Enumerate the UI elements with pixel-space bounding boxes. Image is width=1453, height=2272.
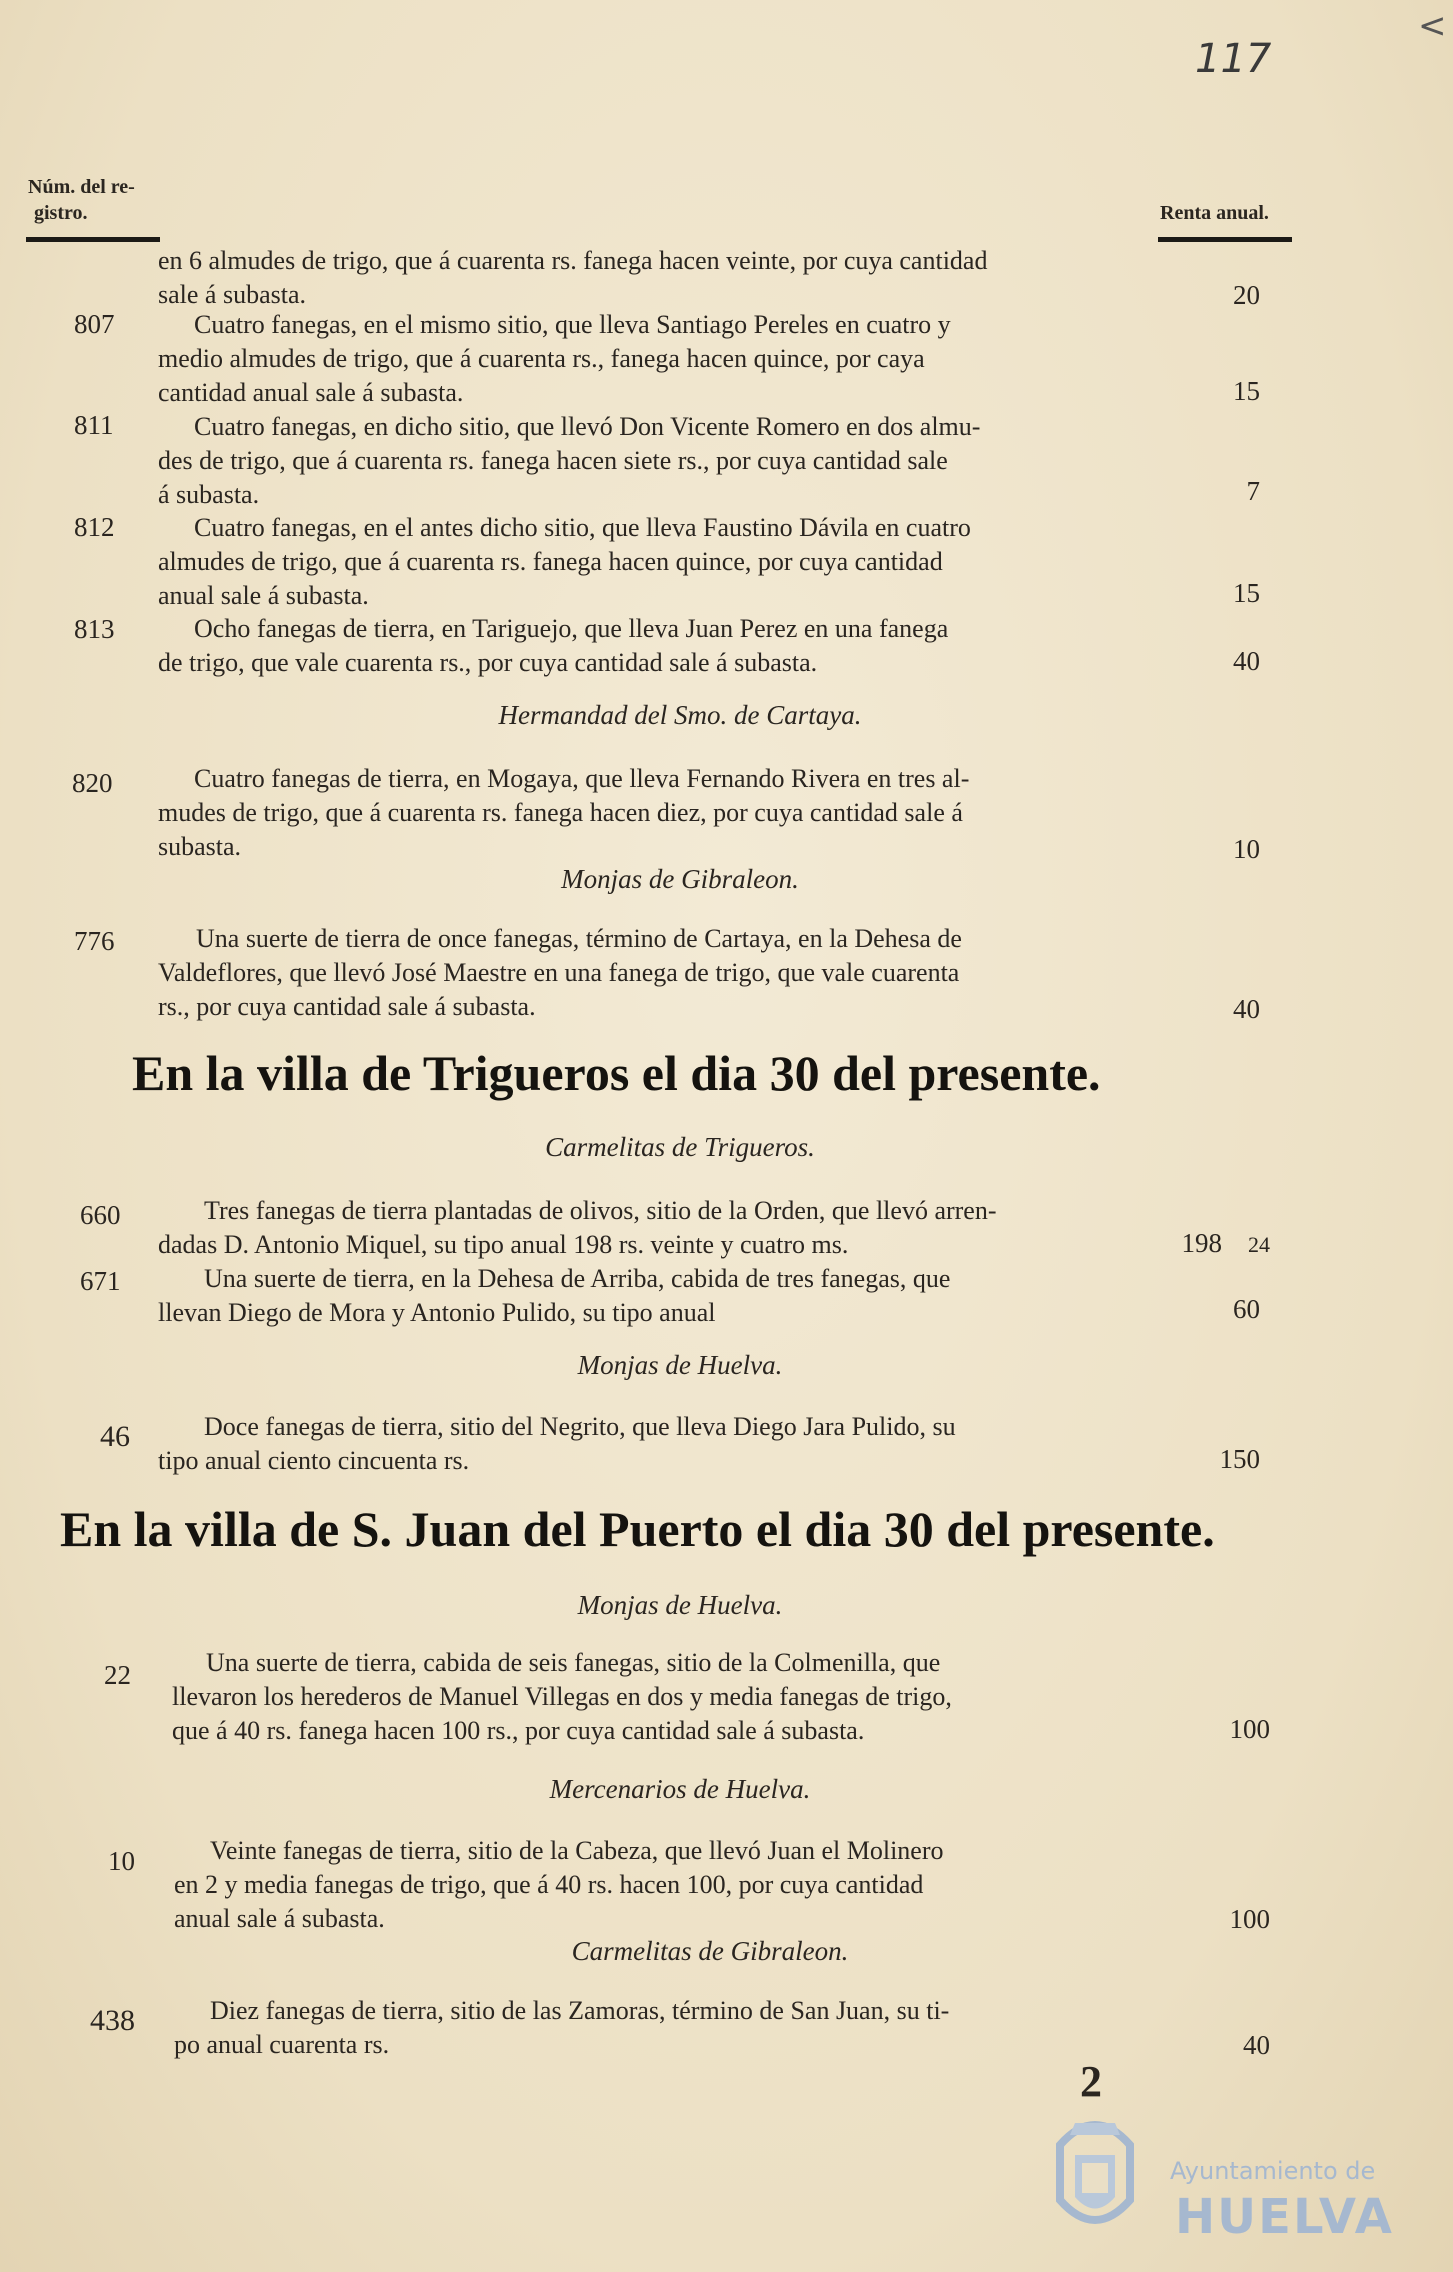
section-subheading: Carmelitas de Gibraleon.	[571, 1936, 849, 1966]
watermark-line1: Ayuntamiento de	[1170, 2157, 1376, 2185]
entry-number: 820	[72, 768, 113, 798]
entry-amount: 7	[1246, 476, 1260, 506]
entry-amount: 10	[1233, 834, 1260, 864]
column-header-register-line2: gistro.	[34, 202, 88, 224]
entry-amount: 198	[1181, 1228, 1222, 1258]
entry-number: 671	[80, 1266, 121, 1296]
entry-number: 22	[104, 1660, 131, 1690]
entry-text: Una suerte de tierra, cabida de seis fanegas, sitio de la Colmenilla, que llevaron los herederos de Manuel Villegas en dos y media fanegas de trigo, que á 40 rs. fanega hacen 100 rs., por cuya cantidad sale á subasta.	[172, 1648, 952, 1745]
entry-number: 10	[108, 1846, 135, 1876]
entry-amount: 100	[1229, 1904, 1270, 1934]
entry-text: Ocho fanegas de tierra, en Tariguejo, que lleva Juan Perez en una fanega de trigo, que vale cuarenta rs., por cuya cantidad sale á subasta.	[158, 614, 949, 677]
entry-amount: 40	[1243, 2030, 1270, 2060]
entry-amount: 15	[1233, 376, 1260, 406]
section-subheading: Hermandad del Smo. de Cartaya.	[498, 700, 862, 730]
entry-amount: 20	[1233, 280, 1260, 310]
entry-text: en 6 almudes de trigo, que á cuarenta rs. fanega hacen veinte, por cuya cantidad sale á subasta.	[158, 246, 988, 309]
entry-text: Cuatro fanegas, en el mismo sitio, que lleva Santiago Pereles en cuatro y medio almudes de trigo, que á cuarenta rs., fanega hacen quince, por caya cantidad anual sale á subasta.	[158, 310, 951, 407]
entry-text: Una suerte de tierra, en la Dehesa de Arriba, cabida de tres fanegas, que llevan Diego de Mora y Antonio Pulido, su tipo anual	[158, 1264, 951, 1327]
header-rule-left	[26, 237, 160, 242]
coat-of-arms-icon	[1040, 2105, 1150, 2245]
entry-text: Diez fanegas de tierra, sitio de las Zamoras, término de San Juan, su ti- po anual cuarenta rs.	[174, 1996, 950, 2059]
column-header-rent: Renta anual.	[1160, 202, 1269, 224]
corner-mark: <	[1418, 6, 1447, 46]
entry-number: 813	[74, 614, 115, 644]
header-rule-right	[1158, 237, 1292, 242]
entry-amount: 40	[1233, 646, 1260, 676]
entry-number: 660	[80, 1200, 121, 1230]
section-subheading: Monjas de Gibraleon.	[561, 864, 799, 894]
section-subheading: Monjas de Huelva.	[577, 1350, 783, 1380]
entry-amount: 60	[1233, 1294, 1260, 1324]
entry-number: 46	[100, 1420, 130, 1453]
entry-text: Cuatro fanegas de tierra, en Mogaya, que lleva Fernando Rivera en tres al- mudes de trigo, que á cuarenta rs. fanega hacen diez, por cuya cantidad sale á subasta.	[158, 764, 970, 861]
folio-number: 117	[1195, 36, 1272, 82]
entry-number: 807	[74, 309, 115, 339]
entry-number: 438	[90, 2004, 135, 2037]
entry-number: 776	[74, 926, 115, 956]
entry-text: Doce fanegas de tierra, sitio del Negrito, que lleva Diego Jara Pulido, su tipo anual ciento cincuenta rs.	[158, 1412, 956, 1475]
entry-amount: 15	[1233, 578, 1260, 608]
entry-text: Veinte fanegas de tierra, sitio de la Cabeza, que llevó Juan el Molinero en 2 y media fanegas de trigo, que á 40 rs. hacen 100, por cuya cantidad anual sale á subasta.	[174, 1836, 944, 1933]
column-header-register	[28, 174, 135, 226]
entry-amount-cents: 24	[1248, 1232, 1270, 1257]
section-subheading: Monjas de Huelva.	[577, 1590, 783, 1620]
entry-number: 812	[74, 512, 115, 542]
watermark-line2: HUELVA	[1175, 2189, 1394, 2245]
entry-text: Cuatro fanegas, en dicho sitio, que llevó Don Vicente Romero en dos almu- des de trigo, que á cuarenta rs. fanega hacen siete rs., por cuya cantidad sale á subasta.	[158, 412, 981, 509]
section-heading: En la villa de Trigueros el dia 30 del presente.	[132, 1045, 1101, 1101]
entry-text: Cuatro fanegas, en el antes dicho sitio, que lleva Faustino Dávila en cuatro almudes de trigo, que á cuarenta rs. fanega hacen quince, por cuya cantidad anual sale á subasta.	[158, 513, 971, 610]
entry-amount: 40	[1233, 994, 1260, 1024]
archive-watermark	[1040, 2105, 1394, 2255]
page-number: 2	[1080, 2057, 1102, 2106]
entry-text: Tres fanegas de tierra plantadas de olivos, sitio de la Orden, que llevó arren- dadas D. Antonio Miquel, su tipo anual 198 rs. veinte y cuatro ms.	[158, 1196, 997, 1259]
entry-amount: 100	[1229, 1714, 1270, 1744]
section-subheading: Carmelitas de Trigueros.	[545, 1132, 815, 1162]
column-header-register-line1: Núm. del re-	[28, 176, 135, 198]
section-heading: En la villa de S. Juan del Puerto el dia 30 del presente.	[60, 1501, 1215, 1557]
section-subheading: Mercenarios de Huelva.	[549, 1774, 811, 1804]
entry-number: 811	[74, 410, 114, 440]
entry-text: Una suerte de tierra de once fanegas, término de Cartaya, en la Dehesa de Valdeflores, que llevó José Maestre en una fanega de trigo, que vale cuarenta rs., por cuya cantidad sale á subasta.	[158, 924, 962, 1021]
entry-amount: 150	[1219, 1444, 1260, 1474]
